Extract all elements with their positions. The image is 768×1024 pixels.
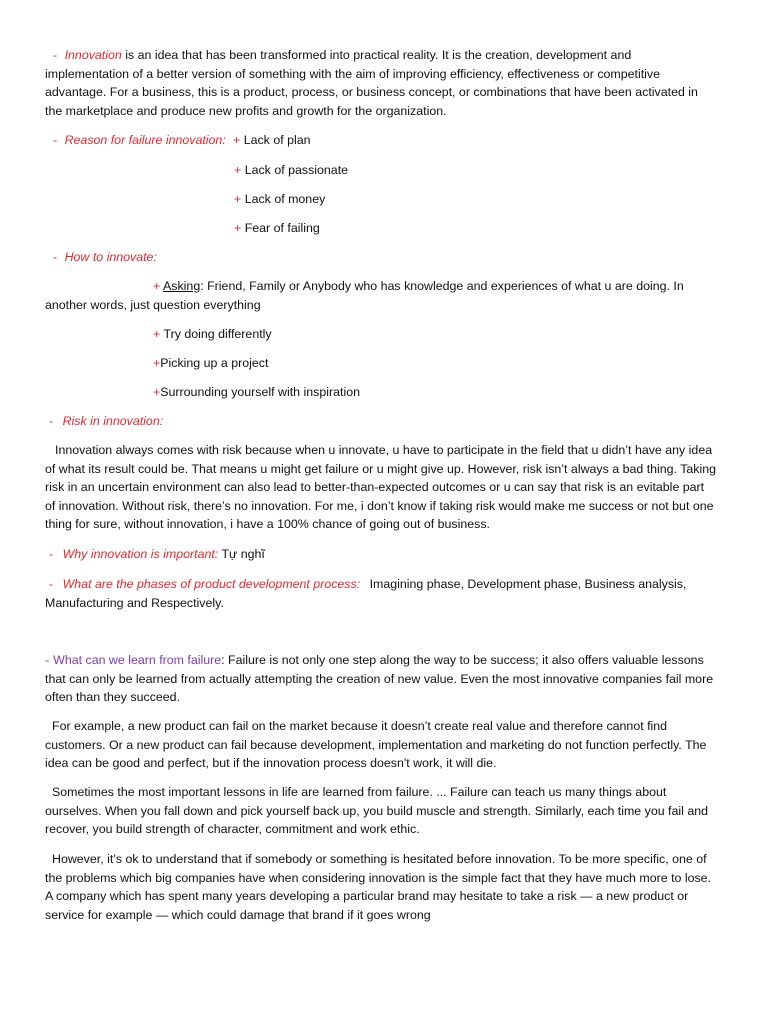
plus-icon: +: [234, 163, 242, 177]
how-to-item: [153, 383, 360, 402]
asking-label: Asking: [163, 279, 201, 293]
how-to-heading: How to innovate:: [64, 250, 157, 264]
failure-heading: Reason for failure innovation:: [64, 133, 226, 147]
failure-dash: -: [53, 133, 58, 147]
how-to-dash: -: [53, 250, 58, 264]
failure-item-label: Lack of plan: [243, 133, 311, 147]
learn-dash: -: [45, 653, 50, 667]
failure-item: [234, 161, 348, 180]
risk-paragraph: Innovation always comes with risk because when u innovate, u have to participate in the field that u didn’t have any idea of what its result could be. That means u might get failure or u might give up. However, risk isn’t always a bad thing. Taking risk in an uncertain environment can also lead to better-than-expected outcomes or u can say that risk is an evitable part of innovation. Without risk, there’s no innovation. For me, i don’t know if taking risk would make me success or not but one thing for sure, without innovation, i have a 100% chance of going out of business.: [45, 443, 717, 532]
why-dash: -: [49, 547, 54, 561]
how-to-item-label: Picking up a project: [160, 356, 269, 370]
innovation-dash: -: [53, 48, 58, 62]
how-to-item: [153, 325, 272, 344]
learn-paragraph-2: Sometimes the most important lessons in life are learned from failure. ... Failure can teach us many things about ourselves. When you fall down and pick yourself back up, you build muscle and strength. Similarly, each time you fail and recover, you build strength of character, commitment and work ethic.: [45, 785, 709, 837]
plus-icon: +: [153, 385, 161, 399]
innovation-definition: [45, 46, 717, 120]
plus-icon: +: [153, 327, 161, 341]
learn-paragraph-3: However, it’s ok to understand that if somebody or something is hesitated before innovation. To be more specific, one of the problems which big companies have when considering innovation is the simple fact that they have much more to lose. A company which has spent many years developing a particular brand may hesitate to take a risk — a new product or service for example — which could damage that brand if it goes wrong: [45, 852, 712, 922]
learn-paragraph: [45, 651, 717, 707]
why-answer: Tự nghĩ: [221, 547, 265, 561]
failure-item: [234, 219, 320, 238]
how-to-item: [153, 354, 268, 373]
failure-item-label: Lack of passionate: [244, 163, 349, 177]
risk-heading: Risk in innovation:: [62, 414, 164, 428]
learn-intro: : Failure is not only one step along the way to be success; it also offers valuable lessons that can only be learned from actually attempting the creation of new value. Even the most innovative companies fail more often than they succeed.: [45, 653, 714, 705]
plus-icon: +: [153, 356, 161, 370]
learn-paragraph-1: For example, a new product can fail on the market because it doesn’t create real value and therefore cannot find customers. Or a new product can fail because development, implementation and marketing do not function perfectly. The idea can be good and perfect, but if the innovation process doesn't work, it will die.: [45, 719, 707, 771]
failure-item-label: Fear of failing: [244, 221, 320, 235]
failure-item-label: Lack of money: [244, 192, 326, 206]
failure-item: [233, 131, 311, 150]
why-line: [45, 545, 717, 564]
phases-dash: -: [49, 577, 54, 591]
asking-text: : Friend, Family or Anybody who has knowledge and experiences of what u are doing. In another words, just question everything: [45, 279, 684, 312]
failure-reasons-heading-line: [45, 131, 717, 150]
phases-paragraph: [45, 575, 717, 612]
plus-icon: +: [153, 279, 161, 293]
risk-heading-line: [45, 412, 717, 431]
why-heading: Why innovation is important:: [62, 547, 219, 561]
learn-heading: What can we learn from failure: [53, 653, 222, 667]
how-to-item-label: Surrounding yourself with inspiration: [160, 385, 360, 399]
plus-icon: +: [234, 192, 242, 206]
innovation-term: Innovation: [64, 48, 122, 62]
asking-paragraph: [45, 277, 717, 314]
risk-dash: -: [49, 414, 54, 428]
phases-answer: Imagining phase, Development phase, Business analysis, Manufacturing and Respectively.: [45, 577, 687, 610]
plus-icon: +: [233, 133, 241, 147]
innovation-text: is an idea that has been transformed into practical reality. It is the creation, development and implementation of a better version of something with the aim of improving efficiency, effectiveness or competitive advantage. For a business, this is a product, process, or business concept, or combinations that have been activated in the marketplace and produce new profits and growth for the organization.: [45, 48, 698, 118]
plus-icon: +: [234, 221, 242, 235]
how-to-heading-line: [45, 248, 717, 267]
how-to-item-label: Try doing differently: [163, 327, 272, 341]
failure-item: [234, 190, 325, 209]
phases-heading: What are the phases of product development process:: [62, 577, 361, 591]
